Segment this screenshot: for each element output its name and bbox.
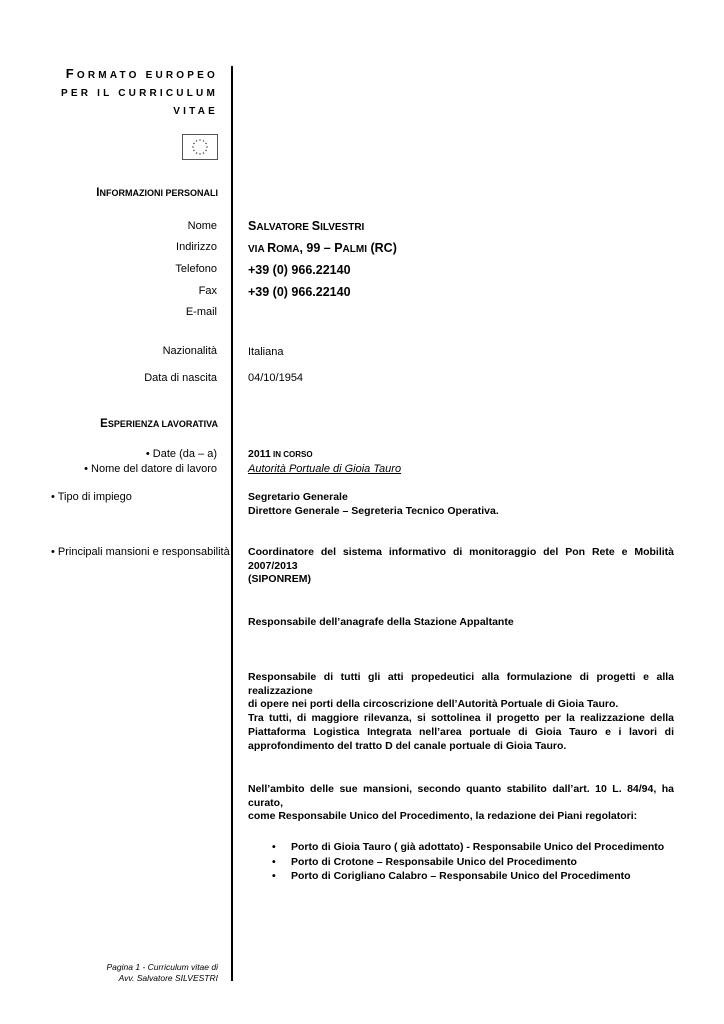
duty-anagrafe: Responsabile dell’anagrafe della Stazione Appaltante xyxy=(248,616,514,628)
cv-title-line3: VITAE xyxy=(173,106,218,117)
column-divider xyxy=(231,66,233,981)
cv-title-line1: FORMATO EUROPEO xyxy=(65,66,218,81)
address-value: VIA ROMA, 99 – PALMI (RC) xyxy=(248,241,397,255)
footer-page-line1: Pagina 1 - Curriculum vitae di xyxy=(106,962,218,972)
birth-date-label: Data di nascita xyxy=(144,372,217,384)
nationality-value: Italiana xyxy=(248,346,284,358)
plans-list xyxy=(272,840,664,884)
cv-title-line2: PER IL CURRICULUM xyxy=(61,88,218,99)
nationality-label: Nazionalità xyxy=(162,345,217,357)
email-label: E-mail xyxy=(185,306,217,318)
dates-label: • Date (da – a) xyxy=(145,448,217,460)
employer-label: • Nome del datore di lavoro xyxy=(84,463,217,475)
job-type-line1: Segretario Generale xyxy=(248,491,348,503)
duty-siponrem: Coordinatore del sistema informativo di monitoraggio del Pon Rete e Mobilità 2007/2013 (SIPONREM) xyxy=(248,546,674,586)
duty-projects: Responsabile di tutti gli atti propedeutici alla formulazione di progetti e alla realizzazione di opere nei porti della circoscrizione dell’Autorità Portuale di Gioia Tauro. Tra tutti, di maggiore rilevanza, si sottolinea il progetto per la realizzazione della Piattaforma Logistica Integrata nell’area portuale di Gioia Tauro e i lavori di approfondimento del tratto D del canale portuale di Gioia Tauro. xyxy=(248,671,674,752)
eu-flag-icon xyxy=(182,134,218,160)
job-type-line2: Direttore Generale – Segreteria Tecnico Operativa. xyxy=(248,505,499,517)
birth-date-value: 04/10/1954 xyxy=(248,372,304,384)
fax-label: Fax xyxy=(198,285,217,297)
duties-label: • Principali mansioni e responsabilità xyxy=(51,546,230,558)
list-item: • Porto di Crotone – Responsabile Unico del Procedimento xyxy=(272,855,577,868)
dates-value: 2011 IN CORSO xyxy=(248,448,313,460)
job-type-label: • Tipo di impiego xyxy=(51,491,132,503)
phone-value: +39 (0) 966.22140 xyxy=(248,263,351,277)
name-value: SALVATORE SILVESTRI xyxy=(248,219,365,233)
list-item: • Porto di Corigliano Calabro – Responsabile Unico del Procedimento xyxy=(272,870,631,882)
section-title-experience: ESPERIENZA LAVORATIVA xyxy=(100,418,218,430)
employer-value: Autorità Portuale di Gioia Tauro xyxy=(248,463,402,475)
duty-plans-intro: Nell’ambito delle sue mansioni, secondo quanto stabilito dall’art. 10 L. 84/94, ha curato, come Responsabile Unico del Procedimento, la redazione dei Piani regolatori: xyxy=(248,783,674,823)
fax-value: +39 (0) 966.22140 xyxy=(248,285,351,299)
phone-label: Telefono xyxy=(175,263,217,275)
section-title-personal: INFORMAZIONI PERSONALI xyxy=(96,187,218,199)
list-item: • Porto di Gioia Tauro ( già adottato) - Responsabile Unico del Procedimento xyxy=(272,841,665,853)
footer-page-line2: Avv. Salvatore SILVESTRI xyxy=(118,973,218,983)
name-label: Nome xyxy=(187,220,217,232)
address-label: Indirizzo xyxy=(176,241,217,253)
